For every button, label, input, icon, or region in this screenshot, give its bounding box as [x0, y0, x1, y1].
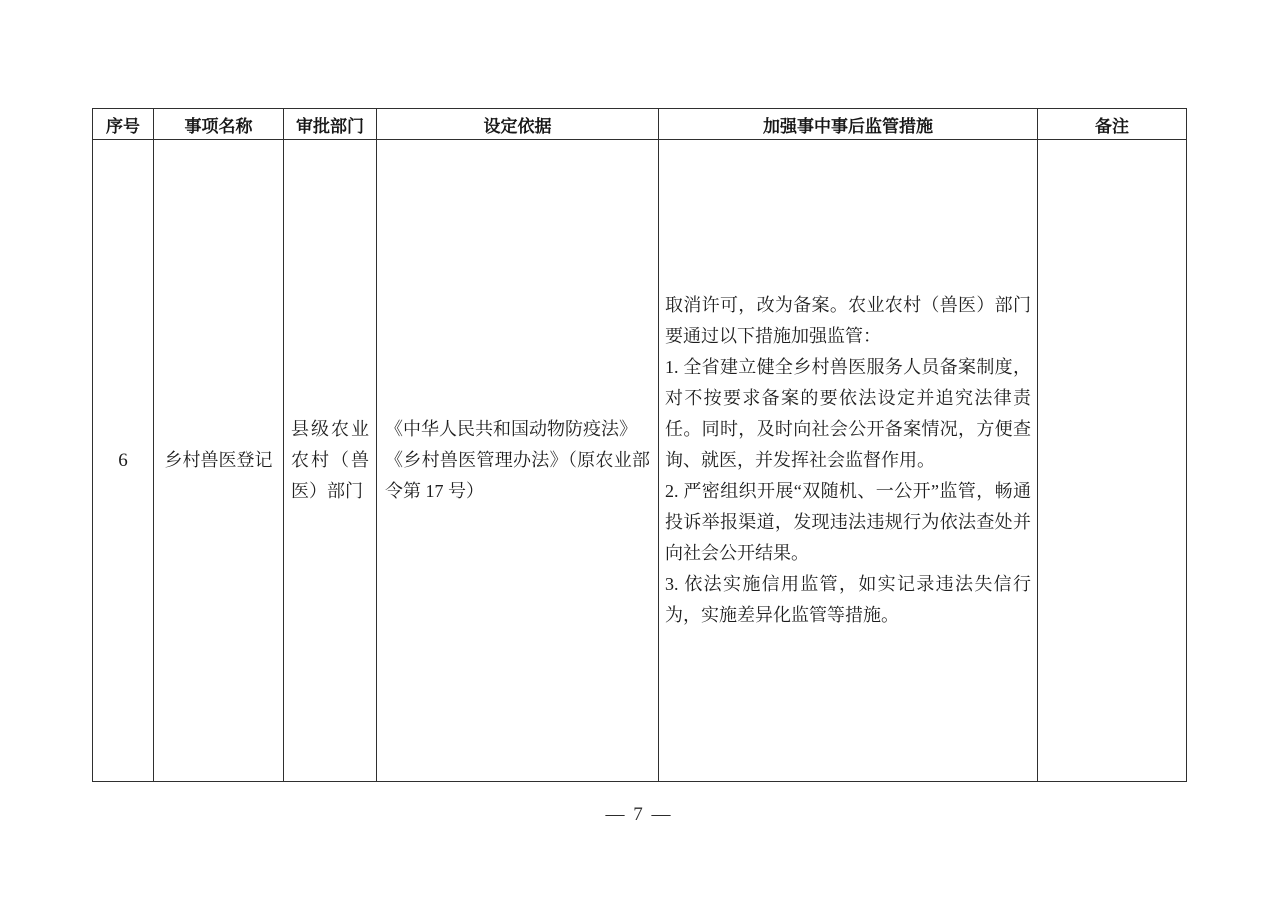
cell-seq: 6: [93, 140, 154, 782]
column-header-approval-dept: [284, 109, 377, 140]
page-number: — 7 —: [605, 804, 673, 825]
column-header-label: 审批部门: [296, 116, 364, 136]
legal-basis-line: 《中华人民共和国动物防疫法》: [385, 419, 637, 439]
cell-approval-dept: 县级农业农村（兽医）部门: [284, 140, 377, 782]
column-header-legal-basis: [377, 109, 659, 140]
legal-basis-line: 《乡村兽医管理办法》（原农业部令第 17 号）: [385, 450, 650, 501]
column-header-label: 设定依据: [483, 116, 552, 136]
measures-paragraph: 1. 全省建立健全乡村兽医服务人员备案制度，对不按要求备案的要依法设定并追究法律责任。同时，及时向社会公开备案情况，方便查询、就医，并发挥社会监督作用。: [665, 357, 1031, 470]
measures-paragraph: 2. 严密组织开展“双随机、一公开”监管，畅通投诉举报渠道，发现违法违规行为依法查处并向社会公开结果。: [665, 481, 1031, 563]
cell-legal-basis: [377, 140, 659, 782]
column-header-remark: [1038, 109, 1187, 140]
regulation-table: [92, 108, 1187, 782]
table-row: [93, 140, 1187, 782]
table-header-row: [93, 109, 1187, 140]
column-header-label: 加强事中事后监管措施: [763, 116, 933, 136]
cell-supervision-measures: [659, 140, 1038, 782]
cell-remark: [1038, 140, 1187, 782]
column-header-supervision-measures: [659, 109, 1038, 140]
column-header-item-name: [154, 109, 284, 140]
measures-paragraph: 3. 依法实施信用监管，如实记录违法失信行为，实施差异化监管等措施。: [665, 574, 1031, 625]
cell-item-name: 乡村兽医登记: [154, 140, 284, 782]
column-header-label: 序号: [106, 116, 140, 136]
column-header-seq: [93, 109, 154, 140]
column-header-label: 备注: [1095, 116, 1129, 136]
measures-paragraph: 取消许可，改为备案。农业农村（兽医）部门要通过以下措施加强监管：: [665, 295, 1031, 346]
column-header-label: 事项名称: [184, 116, 253, 136]
